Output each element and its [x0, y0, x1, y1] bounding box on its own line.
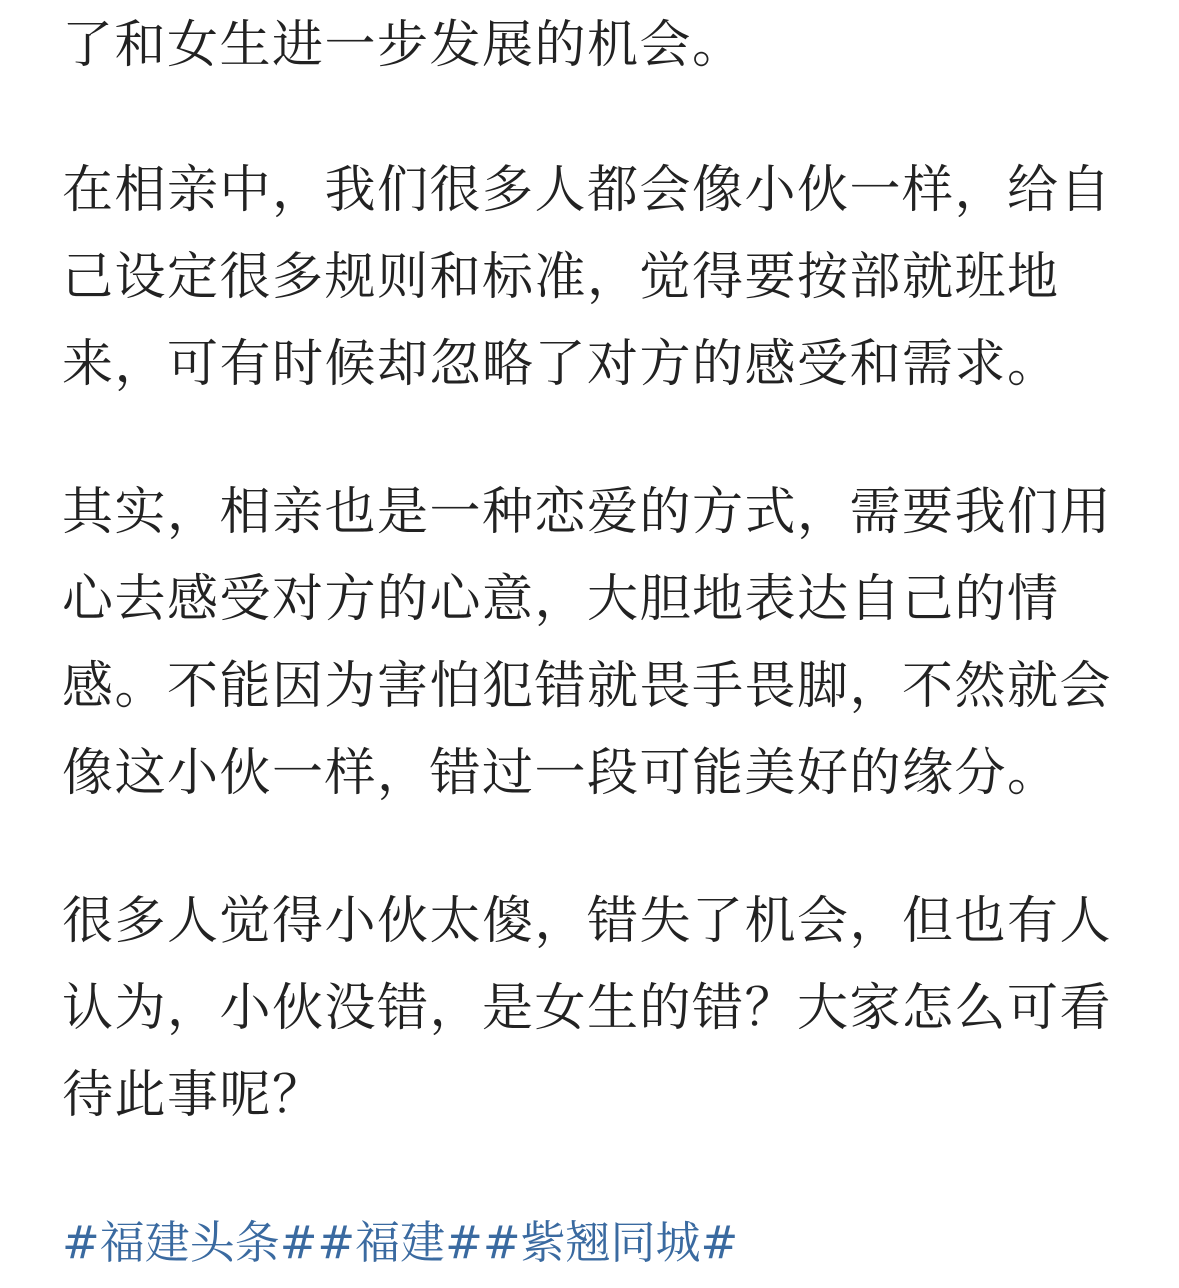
paragraph-1: [62, 2, 745, 89]
hashtag-row: [62, 1199, 738, 1286]
text-line: 其实，相亲也是一种恋爱的方式，需要我们用: [62, 483, 1113, 542]
hashtag-ziqiao-tongcheng[interactable]: #紫翘同城#: [482, 1216, 739, 1269]
text-line: 己设定很多规则和标准，觉得要按部就班地: [62, 248, 1060, 307]
text-line: 像这小伙一样，错过一段可能美好的缘分。: [62, 744, 1060, 803]
text-line: 感。不能因为害怕犯错就畏手畏脚，不然就会: [62, 657, 1113, 716]
text-line: 了和女生进一步发展的机会。: [62, 16, 745, 75]
text-line: 来，可有时候却忽略了对方的感受和需求。: [62, 335, 1060, 394]
text-line: 很多人觉得小伙太傻，错失了机会，但也有人: [62, 892, 1113, 951]
paragraph-3: [62, 469, 1112, 817]
text-line: 心去感受对方的心意，大胆地表达自己的情: [62, 570, 1060, 629]
hashtag-fujian-toutiao[interactable]: #福建头条#: [62, 1216, 318, 1269]
text-line: 认为，小伙没错，是女生的错？大家怎么可看: [62, 979, 1113, 1038]
hashtag-fujian[interactable]: #福建#: [317, 1216, 483, 1269]
text-line: 待此事呢？: [62, 1066, 325, 1125]
text-line: 在相亲中，我们很多人都会像小伙一样，给自: [62, 161, 1113, 220]
paragraph-4: [62, 878, 1112, 1139]
paragraph-2: [62, 147, 1112, 408]
